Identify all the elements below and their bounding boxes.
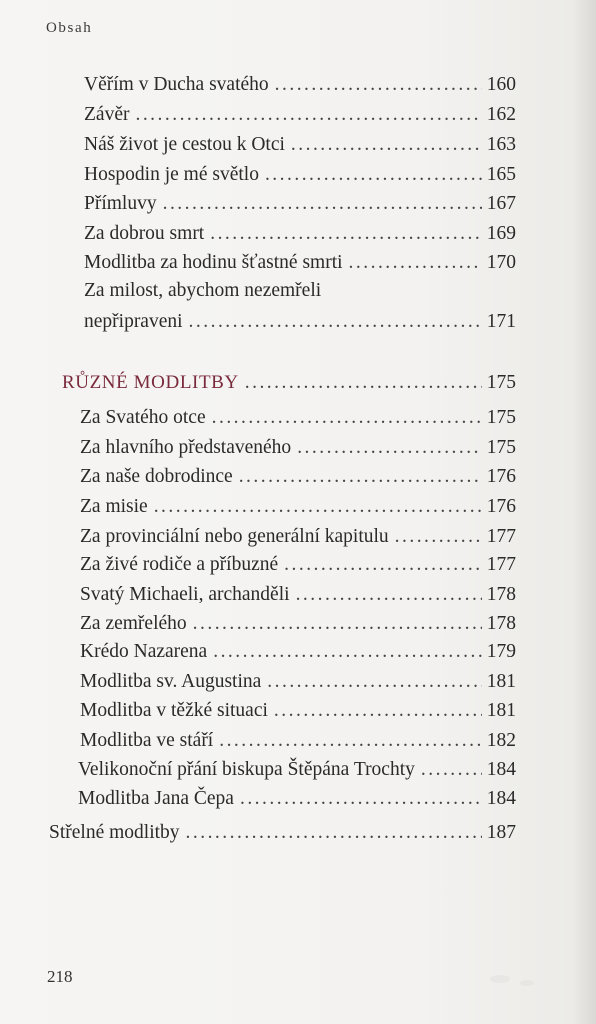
- toc-entry-title: Náš život je cestou k Otci: [84, 134, 285, 155]
- leader-dots: [291, 130, 482, 160]
- leader-dots: [219, 726, 482, 756]
- toc-entry-title: Za zemřelého: [80, 613, 187, 634]
- toc-entry: [78, 755, 516, 785]
- toc-entry: [84, 189, 516, 219]
- toc-entry: [84, 130, 516, 160]
- leader-dots: [154, 492, 482, 522]
- toc-entry-title: Modlitba Jana Čepa: [78, 788, 234, 809]
- leader-dots: [193, 609, 482, 639]
- toc-entry-page: 160: [486, 74, 516, 95]
- paper-mark: [520, 980, 534, 986]
- toc-entry-title-line2: nepřipraveni: [84, 311, 183, 332]
- toc-entry-title: Za živé rodiče a příbuzné: [80, 554, 279, 575]
- toc-entry-title: Za dobrou smrt: [84, 223, 205, 244]
- paper-mark: [490, 975, 510, 983]
- leader-dots: [212, 403, 482, 433]
- running-head: Obsah: [46, 20, 93, 36]
- section-heading-title: RŮZNÉ MODLITBY: [62, 372, 239, 393]
- toc-entry: [80, 462, 516, 492]
- toc-entry-title: Přímluvy: [84, 193, 157, 214]
- toc-entry: [49, 818, 516, 848]
- leader-dots: [284, 550, 482, 580]
- leader-dots: [186, 818, 482, 848]
- toc-entry-title: Věřím v Ducha svatého: [84, 74, 269, 95]
- leader-dots: [245, 368, 482, 398]
- toc-entry-title: Za provinciální nebo generální kapitulu: [80, 526, 389, 547]
- toc-entry: [80, 580, 516, 610]
- toc-entry-title: Za hlavního představeného: [80, 437, 292, 458]
- toc-entry-page: 181: [486, 700, 516, 721]
- toc-entry-page: 162: [486, 104, 516, 125]
- toc-entry: [80, 433, 516, 463]
- toc-entry-page: 184: [486, 788, 516, 809]
- leader-dots: [349, 248, 482, 278]
- leader-dots: [296, 580, 482, 610]
- toc-entry-page: 178: [486, 584, 516, 605]
- toc-entry-page: 179: [486, 641, 516, 662]
- toc-entry: [80, 696, 516, 726]
- section-heading: [62, 368, 516, 398]
- leader-dots: [297, 433, 482, 463]
- toc-entry-page: 177: [486, 526, 516, 547]
- toc-entry-title: Za Svatého otce: [80, 407, 206, 428]
- toc-entry: [84, 219, 516, 249]
- toc-entry-page: 176: [486, 466, 516, 487]
- toc-entry: [80, 403, 516, 433]
- toc-entry: [80, 492, 516, 522]
- leader-dots: [274, 696, 482, 726]
- toc-entry: [84, 70, 516, 100]
- toc-entry-page: 177: [486, 554, 516, 575]
- leader-dots: [240, 784, 482, 814]
- toc-entry: [80, 667, 516, 697]
- toc-entry-page: 181: [486, 671, 516, 692]
- leader-dots: [395, 522, 482, 552]
- toc-entry-title: Velikonoční přání biskupa Štěpána Trochty: [78, 759, 415, 780]
- toc-entry-title: Za misie: [80, 496, 148, 517]
- leader-dots: [265, 160, 482, 190]
- toc-entry-page: 165: [486, 164, 516, 185]
- toc-entry-title: Modlitba ve stáří: [80, 730, 214, 751]
- toc-entry-title: Střelné modlitby: [49, 822, 180, 843]
- leader-dots: [213, 637, 482, 667]
- leader-dots: [135, 100, 481, 130]
- toc-entry-title: Hospodin je mé světlo: [84, 164, 259, 185]
- toc-entry-title: Svatý Michaeli, archanděli: [80, 584, 290, 605]
- toc-entry: [78, 784, 516, 814]
- toc-entry-title-line1: Za milost, abychom nezemřeli: [84, 280, 322, 301]
- toc-entry-page: 175: [486, 437, 516, 458]
- toc-entry-page: 171: [486, 311, 516, 332]
- toc-entry-page: 184: [486, 759, 516, 780]
- toc-entry-title: Krédo Nazarena: [80, 641, 208, 662]
- leader-dots: [421, 755, 482, 785]
- page-number: 218: [47, 967, 73, 986]
- toc-entry-page: 182: [486, 730, 516, 751]
- toc-entry: [84, 248, 516, 278]
- toc-entry-page: 169: [486, 223, 516, 244]
- toc-entry-title: Modlitba za hodinu šťastné smrti: [84, 252, 343, 273]
- toc-entry-page: 170: [486, 252, 516, 273]
- toc-entry-title: Závěr: [84, 104, 130, 125]
- leader-dots: [163, 189, 482, 219]
- toc-entry: [84, 160, 516, 190]
- toc-entry-page: 163: [486, 134, 516, 155]
- toc-entry-page: 178: [486, 613, 516, 634]
- toc-entry: [80, 637, 516, 667]
- leader-dots: [239, 462, 482, 492]
- toc-entry-page: 187: [486, 822, 516, 843]
- toc-entry: [84, 100, 516, 130]
- toc-entry: [80, 522, 516, 552]
- toc-entry-page: 176: [486, 496, 516, 517]
- leader-dots: [189, 307, 482, 337]
- toc-entry-page: 175: [486, 407, 516, 428]
- toc-entry-title: Modlitba v těžké situaci: [80, 700, 268, 721]
- toc-entry-title: Za naše dobrodince: [80, 466, 233, 487]
- toc-entry-page: 167: [486, 193, 516, 214]
- toc-entry: [80, 609, 516, 639]
- toc-entry: [84, 307, 516, 337]
- toc-entry-title: Modlitba sv. Augustina: [80, 671, 262, 692]
- toc-entry: [80, 726, 516, 756]
- leader-dots: [267, 667, 481, 697]
- toc-entry: [80, 550, 516, 580]
- leader-dots: [210, 219, 482, 249]
- leader-dots: [275, 70, 482, 100]
- section-heading-page: 175: [486, 372, 516, 393]
